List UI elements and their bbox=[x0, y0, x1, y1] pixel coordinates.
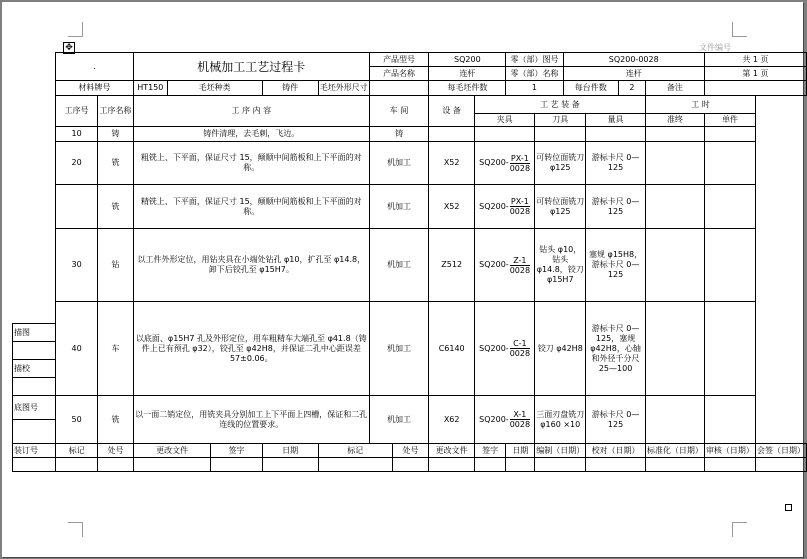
equipment: C6140 bbox=[429, 302, 475, 396]
equipment: Z512 bbox=[429, 229, 475, 302]
fixture-code: X-1 bbox=[510, 410, 530, 420]
part-drawing-value: SQ200-0028 bbox=[563, 53, 704, 67]
parts-per-blank-value: 1 bbox=[506, 81, 563, 96]
fixture-part: 0028 bbox=[509, 207, 531, 216]
cutter: 铰刀 φ42H8 bbox=[535, 302, 586, 396]
prep-time bbox=[645, 185, 704, 229]
process-name: 铸 bbox=[98, 127, 134, 142]
process-content: 铸件清理，去毛刺，飞边。 bbox=[133, 127, 369, 142]
page-number: 第 1 页 bbox=[704, 67, 806, 81]
col-equipment: 设 备 bbox=[429, 96, 475, 127]
process-name: 铣 bbox=[98, 142, 134, 185]
fixture-prefix: SQ200- bbox=[479, 158, 509, 167]
footer-change-doc-2: 更改文件 bbox=[429, 444, 475, 458]
product-name-value: 连杆 bbox=[429, 67, 506, 81]
footer-review: 审核（日期） bbox=[704, 444, 755, 458]
col-unit-time: 单件 bbox=[704, 114, 755, 127]
process-name: 钻 bbox=[98, 229, 134, 302]
footer-change-doc: 更改文件 bbox=[133, 444, 211, 458]
signature-row bbox=[13, 444, 807, 458]
col-man-hours: 工 时 bbox=[645, 96, 755, 114]
base-drawing-label: 底图号 bbox=[13, 396, 56, 420]
cutter: 可转位面铣刀 φ125 bbox=[535, 185, 586, 229]
base-drawing-value bbox=[13, 420, 56, 444]
fixture-code: PX-1 bbox=[510, 153, 529, 163]
footer-compile: 编制（日期） bbox=[535, 444, 586, 458]
fixture bbox=[474, 396, 534, 444]
footer-standardize: 标准化（日期） bbox=[645, 444, 704, 458]
cutter: 可转位面铣刀 φ125 bbox=[535, 142, 586, 185]
footer-signature: 签字 bbox=[211, 444, 262, 458]
footer-countersign: 会签（日期） bbox=[756, 444, 807, 458]
gauge: 游标卡尺 0—125 bbox=[586, 142, 646, 185]
table-row bbox=[13, 142, 807, 185]
trace-check-label: 描校 bbox=[13, 360, 56, 378]
col-process-name: 工序名称 bbox=[98, 96, 134, 127]
process-content: 以工件外形定位，用钻夹具在小端处钻孔 φ10，扩孔至 φ14.8，卸下后铰孔至 φ15H7。 bbox=[133, 229, 369, 302]
crop-mark-bottom-left bbox=[68, 522, 83, 537]
process-no: 10 bbox=[55, 127, 97, 142]
footer-mark-2: 标记 bbox=[318, 444, 392, 458]
col-process-content: 工 序 内 容 bbox=[133, 96, 369, 127]
process-content: 以底面、φ15H7 孔及外形定位，用车粗精车大端孔至 φ41.8（铸件上已有预孔 φ32），铰孔至 φ42H8，并保证二孔中心距误差 57±0.06。 bbox=[133, 302, 369, 396]
workshop: 机加工 bbox=[369, 302, 429, 396]
col-workshop: 车 间 bbox=[369, 96, 429, 127]
process-no: 20 bbox=[55, 142, 97, 185]
parts-per-blank-label: 每毛坯件数 bbox=[429, 81, 506, 96]
fixture bbox=[474, 302, 534, 396]
process-no[interactable]: 50 bbox=[55, 396, 97, 444]
process-card-table bbox=[12, 52, 807, 472]
material-value: HT150 bbox=[133, 81, 167, 96]
total-pages: 共 1 页 bbox=[704, 53, 806, 67]
gauge bbox=[586, 127, 646, 142]
equipment bbox=[429, 127, 475, 142]
crop-mark-top-right bbox=[732, 22, 747, 37]
product-name-label: 产品名称 bbox=[369, 67, 429, 81]
col-process-no: 工序号 bbox=[55, 96, 97, 127]
part-drawing-label: 零（部）图号 bbox=[506, 53, 563, 67]
process-name: 车 bbox=[98, 302, 134, 396]
gauge: 塞规 φ15H8，游标卡尺 0—125 bbox=[586, 229, 646, 302]
remarks-label: 备注 bbox=[645, 81, 704, 96]
remarks-value bbox=[704, 81, 806, 96]
cutter: 三面刃盘铣刀 φ160 ×10 bbox=[535, 396, 586, 444]
crop-mark-bottom-right bbox=[732, 522, 747, 537]
equipment: X52 bbox=[429, 185, 475, 229]
workshop: 机加工 bbox=[369, 229, 429, 302]
footer-count: 处号 bbox=[98, 444, 134, 458]
footer-signature-2: 签字 bbox=[474, 444, 505, 458]
process-no: 30 bbox=[55, 229, 97, 302]
part-name-label: 零（部）名称 bbox=[506, 67, 563, 81]
equipment: X62 bbox=[429, 396, 475, 444]
prep-time bbox=[645, 127, 704, 142]
fixture-code: C-1 bbox=[510, 339, 530, 349]
header-blank-cell: . bbox=[55, 53, 133, 81]
process-content: 粗铣上、下平面，保证尺寸 15，颠顺中间筋板和上下平面的对称。 bbox=[133, 142, 369, 185]
cutter bbox=[535, 127, 586, 142]
fixture-code: PX-1 bbox=[510, 197, 529, 206]
unit-time bbox=[704, 185, 755, 229]
process-no: 40 bbox=[55, 302, 97, 396]
prep-time bbox=[645, 229, 704, 302]
unit-time bbox=[704, 229, 755, 302]
process-name: 铣 bbox=[98, 396, 134, 444]
fixture bbox=[474, 229, 534, 302]
workshop: 机加工 bbox=[369, 142, 429, 185]
blank-type-value: 铸件 bbox=[262, 81, 318, 96]
table-row bbox=[13, 302, 807, 324]
trace-check-value bbox=[13, 378, 56, 396]
table-resize-handle[interactable] bbox=[785, 504, 792, 511]
gauge: 游标卡尺 0—125 bbox=[586, 396, 646, 444]
col-cutter: 刀具 bbox=[535, 114, 586, 127]
fixture-code: Z-1 bbox=[510, 256, 530, 266]
gauge: 游标卡尺 0—125，塞规 φ42H8，心轴和外径千分尺 25—100 bbox=[586, 302, 646, 396]
col-tooling: 工 艺 装 备 bbox=[474, 96, 645, 114]
fixture-part: 0028 bbox=[509, 265, 531, 275]
col-prep-time: 准终 bbox=[645, 114, 704, 127]
material-label: 材料牌号 bbox=[55, 81, 133, 96]
part-name-value: 连杆 bbox=[563, 67, 704, 81]
footer-count-2: 处号 bbox=[392, 444, 429, 458]
blank-type-label: 毛坯种类 bbox=[167, 81, 262, 96]
unit-time bbox=[704, 396, 755, 444]
fixture-prefix: SQ200- bbox=[479, 201, 509, 211]
binding-no-value bbox=[13, 458, 56, 472]
gauge: 游标卡尺 0—125 bbox=[586, 185, 646, 229]
fixture-part: 0028 bbox=[509, 163, 531, 173]
product-model-value: SQ200 bbox=[429, 53, 506, 67]
workshop: 机加工 bbox=[369, 396, 429, 444]
file-number-label: 文件编号 bbox=[699, 43, 731, 52]
binding-no-label: 装订号 bbox=[13, 444, 56, 458]
col-gauge: 量具 bbox=[586, 114, 646, 127]
blank-size-label: 毛坯外形尺寸 bbox=[318, 81, 369, 96]
footer-proofread: 校对（日期） bbox=[586, 444, 646, 458]
prep-time bbox=[645, 396, 704, 444]
fixture bbox=[474, 142, 534, 185]
equipment: X52 bbox=[429, 142, 475, 185]
product-model-label: 产品型号 bbox=[369, 53, 429, 67]
process-no bbox=[55, 185, 97, 229]
footer-date-2: 日期 bbox=[506, 444, 535, 458]
trace-label: 描图 bbox=[13, 324, 56, 342]
workshop: 铸 bbox=[369, 127, 429, 142]
table-row bbox=[13, 229, 807, 302]
process-content: 精铣上、下平面，保证尺寸 15，颠顺中间筋板和上下平面的对称。 bbox=[133, 185, 369, 229]
unit-time bbox=[704, 127, 755, 142]
table-row bbox=[13, 185, 807, 229]
units-per-machine-label: 每台件数 bbox=[563, 81, 618, 96]
workshop: 机加工 bbox=[369, 185, 429, 229]
units-per-machine-value: 2 bbox=[618, 81, 645, 96]
process-name: 铣 bbox=[98, 185, 134, 229]
col-fixture: 夹具 bbox=[474, 114, 534, 127]
fixture-part: 0028 bbox=[509, 420, 531, 429]
cutter: 钻头 φ10，钻头 φ14.8，铰刀 φ15H7 bbox=[535, 229, 586, 302]
blank-size-value bbox=[369, 81, 429, 96]
crop-mark-top-left bbox=[68, 22, 83, 37]
fixture-prefix: SQ200- bbox=[479, 260, 509, 269]
table-row bbox=[13, 127, 807, 142]
unit-time bbox=[704, 142, 755, 185]
fixture-prefix: SQ200- bbox=[479, 343, 509, 353]
fixture-prefix: SQ200- bbox=[479, 414, 509, 424]
unit-time bbox=[704, 302, 755, 396]
table-row bbox=[13, 396, 807, 420]
table-move-handle-icon[interactable]: ✥ bbox=[63, 42, 75, 54]
fixture bbox=[474, 127, 534, 142]
card-title: 机械加工工艺过程卡 bbox=[133, 53, 369, 81]
process-content: 以一面二销定位，用铣夹具分别加工上下平面上四槽，保证和二孔连线的位置要求。 bbox=[133, 396, 369, 444]
fixture bbox=[474, 185, 534, 229]
footer-mark: 标记 bbox=[55, 444, 97, 458]
signature-values-row bbox=[13, 458, 807, 472]
prep-time bbox=[645, 302, 704, 396]
fixture-part: 0028 bbox=[509, 349, 531, 358]
trace-value bbox=[13, 342, 56, 360]
footer-date: 日期 bbox=[262, 444, 318, 458]
prep-time bbox=[645, 142, 704, 185]
